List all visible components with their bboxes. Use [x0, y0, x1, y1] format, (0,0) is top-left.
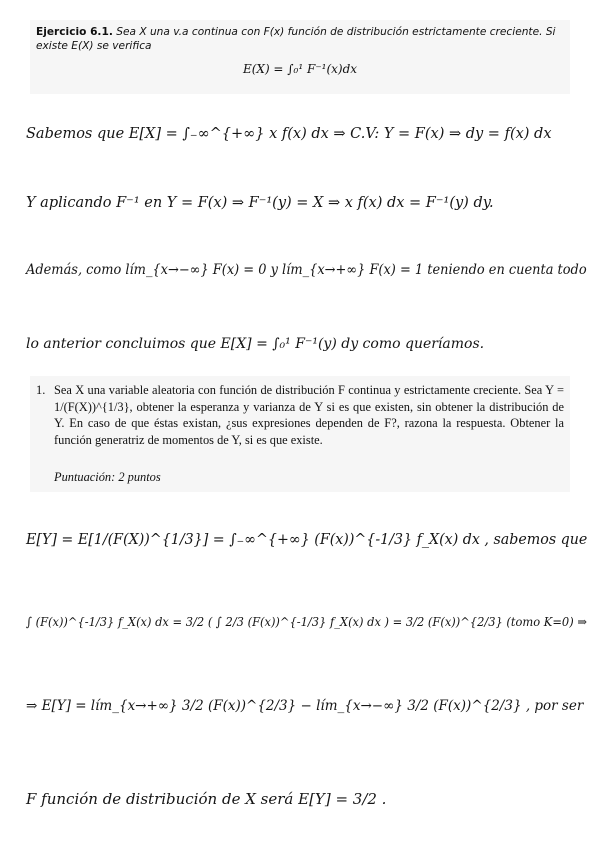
handwritten-line: Y aplicando F⁻¹ en Y = F(x) ⇒ F⁻¹(y) = X ⇒ x f(x) dx = F⁻¹(y) dy. — [26, 195, 494, 211]
exercise-statement — [36, 25, 566, 53]
handwritten-line: Sabemos que E[X] = ∫₋∞^{+∞} x f(x) dx ⇒ C.V: Y = F(x) ⇒ dy = f(x) dx — [26, 126, 552, 142]
handwritten-line: E[Y] = E[1/(F(X))^{1/3}] = ∫₋∞^{+∞} (F(x))^{-1/3} f_X(x) dx , sabemos que — [26, 532, 588, 548]
handwritten-line: ∫ (F(x))^{-1/3} f_X(x) dx = 3/2 ( ∫ 2/3 (F(x))^{-1/3} f_X(x) dx ) = 3/2 (F(x))^{2/3} (tomo K=0) ⇒ — [26, 614, 587, 629]
problem-score: Puntuación: 2 puntos — [54, 470, 161, 484]
problem-statement — [36, 382, 564, 448]
problem-number: 1. — [36, 383, 46, 397]
exercise-label: Ejercicio 6.1. — [36, 26, 113, 38]
handwritten-line: ⇒ E[Y] = lím_{x→+∞} 3/2 (F(x))^{2/3} − lím_{x→−∞} 3/2 (F(x))^{2/3} , por ser — [26, 698, 584, 714]
handwritten-line: F función de distribución de X será E[Y] = 3/2 . — [26, 790, 387, 808]
exercise-formula: E(X) = ∫₀¹ F⁻¹(x)dx — [242, 62, 358, 76]
problem-box — [30, 376, 570, 492]
problem-text: Sea X una variable aleatoria con función de distribución F continua y estrictamente creciente. Sea Y = 1/(F(X))^{1/3}, obtener la esperanza y varianza de Y si es que existen, sin obtener la distribución de Y. En caso de que éstas existan, ¿sus expresiones dependen de F?, razona la respuesta. Obtener la función generatriz de momentos de Y, si es que existe. — [54, 383, 564, 447]
exercise-text: Sea X una v.a continua con F(x) función de distribución estrictamente creciente. Si existe E(X) se verifica — [36, 26, 556, 52]
exercise-box — [30, 20, 570, 94]
handwritten-line: Además, como lím_{x→−∞} F(x) = 0 y lím_{x→+∞} F(x) = 1 teniendo en cuenta todo — [26, 262, 587, 278]
handwritten-line: lo anterior concluimos que E[X] = ∫₀¹ F⁻¹(y) dy como queríamos. — [26, 336, 485, 352]
